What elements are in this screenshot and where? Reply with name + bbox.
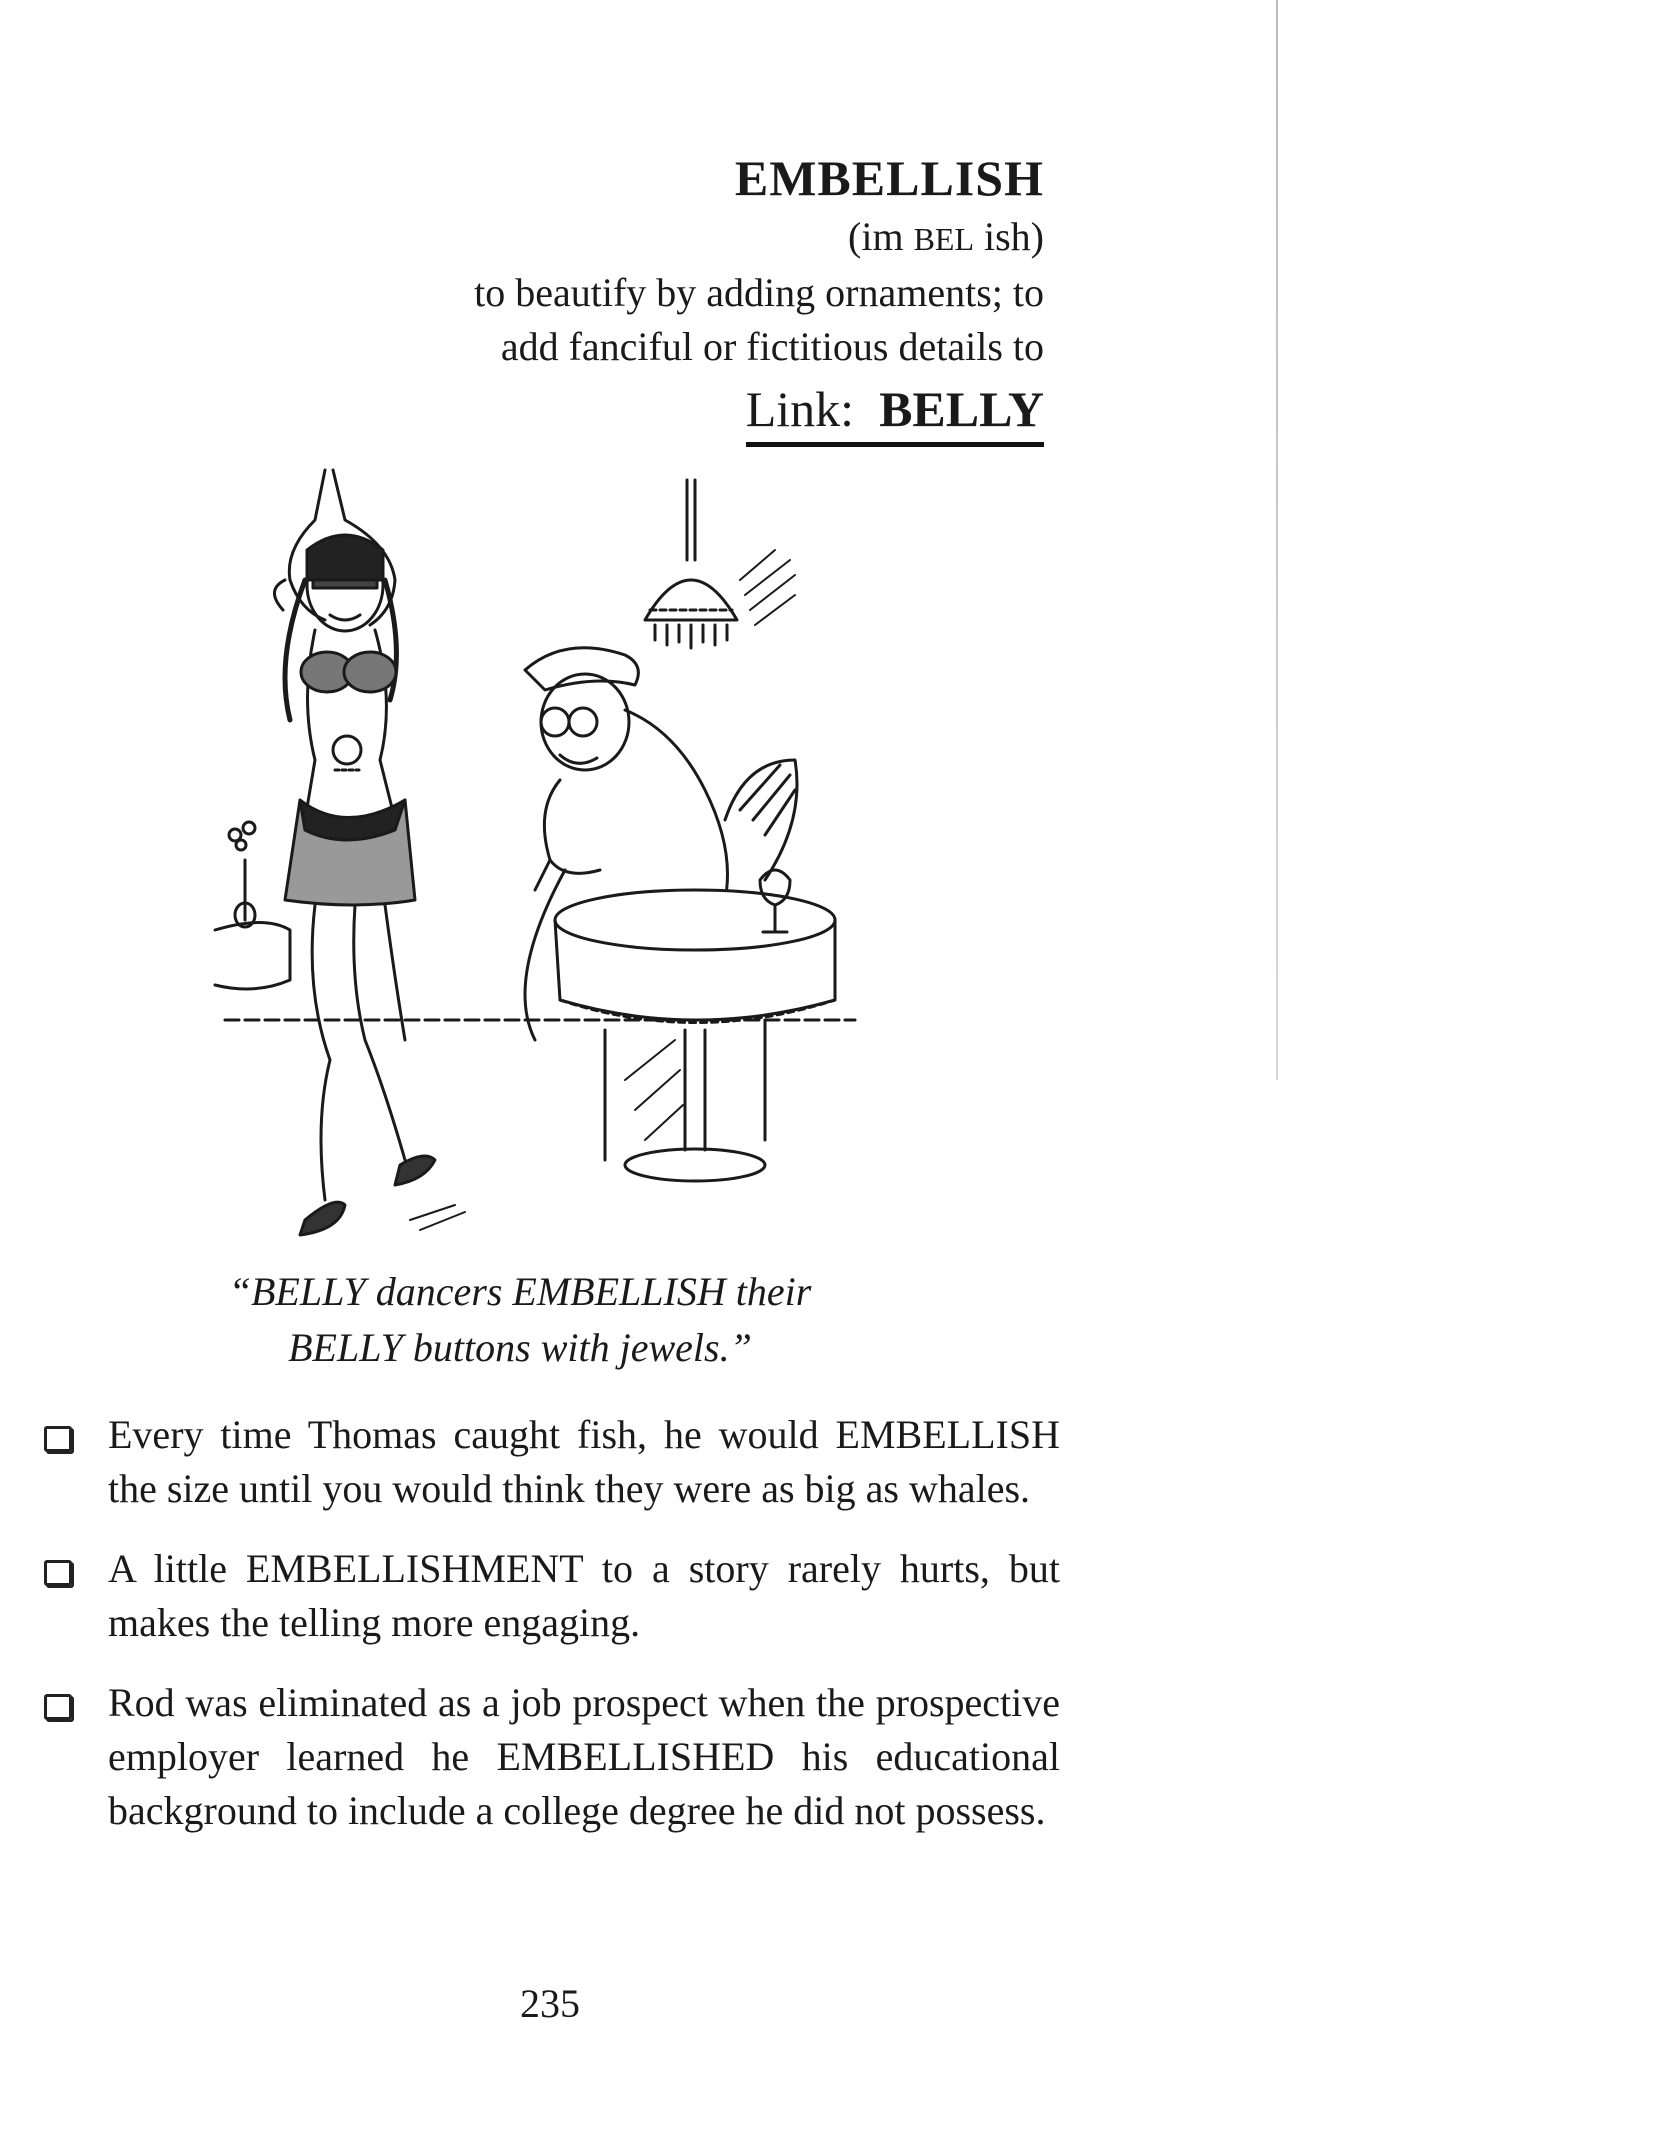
hanging-lamp <box>645 480 795 648</box>
example-text: A little EMBELLISHMENT to a story rarely hurts, but makes the telling more engaging. <box>108 1546 1060 1645</box>
example-sentences <box>40 1408 1060 1864</box>
link-line <box>746 378 1044 447</box>
belly-dancer <box>274 470 465 1235</box>
pronunciation-stress: BEL <box>913 221 974 257</box>
caption-line-1: “BELLY dancers EMBELLISH their <box>228 1269 812 1314</box>
link-label: Link: <box>745 381 855 437</box>
definition-line-2: add fanciful or fictitious details to <box>500 324 1044 369</box>
example-item <box>40 1676 1060 1838</box>
cartoon-caption <box>160 1264 880 1376</box>
side-table-vase <box>215 822 290 989</box>
example-item <box>40 1542 1060 1650</box>
cartoon-illustration <box>205 460 885 1260</box>
page-edge-line <box>1276 0 1278 1080</box>
pronunciation-close: ish) <box>974 214 1044 259</box>
checkbox-icon <box>44 1426 72 1452</box>
pronunciation-open: (im <box>848 214 914 259</box>
link-word: BELLY <box>879 381 1044 437</box>
pronunciation <box>144 210 1044 266</box>
definition-line-1: to beautify by adding ornaments; to <box>474 270 1044 315</box>
chair <box>725 760 797 880</box>
checkbox-icon <box>44 1694 72 1720</box>
example-text: Rod was eliminated as a job prospect when the prospective employer learned he EMBELLISHED his educational background to include a college degree he did not possess. <box>108 1680 1060 1833</box>
checkbox-icon <box>44 1560 72 1586</box>
round-table <box>555 870 835 1181</box>
example-text: Every time Thomas caught fish, he would EMBELLISH the size until you would think they were as big as whales. <box>108 1412 1060 1511</box>
entry-header <box>144 148 1044 447</box>
caption-line-2: BELLY buttons with jewels.” <box>288 1325 752 1370</box>
headword: EMBELLISH <box>734 150 1044 206</box>
page-number: 235 <box>520 1981 580 2026</box>
seated-man <box>525 648 728 1040</box>
example-item <box>40 1408 1060 1516</box>
